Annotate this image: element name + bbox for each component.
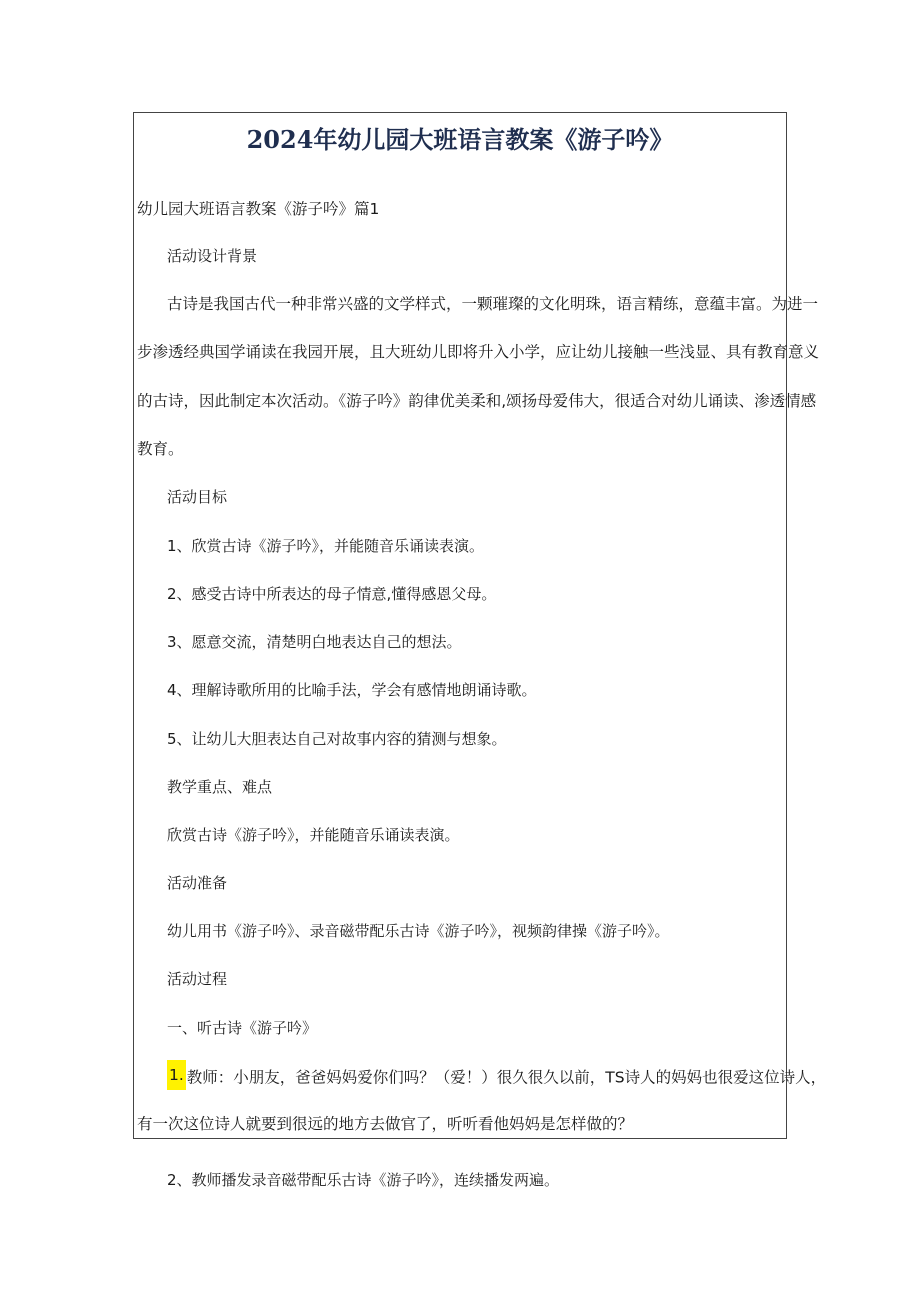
key-points-text: 欣赏古诗《游子吟》，并能随音乐诵读表演。 bbox=[167, 826, 460, 844]
key-points-heading: 教学重点、难点 bbox=[167, 778, 273, 796]
process-step-1-heading: 一、听古诗《游子吟》 bbox=[167, 1019, 318, 1037]
process-item-2: 2、教师播发录音磁带配乐古诗《游子吟》，连续播发两遍。 bbox=[167, 1171, 560, 1189]
highlight-marker: 1. bbox=[167, 1060, 186, 1090]
goal-item-4: 4、理解诗歌所用的比喻手法，学会有感情地朗诵诗歌。 bbox=[167, 681, 537, 699]
document-frame bbox=[133, 112, 820, 1139]
background-line-2: 步渗透经典国学诵读在我园开展，且大班幼儿即将升入小学，应让幼儿接触一些浅显、具有教育意义 bbox=[137, 343, 820, 361]
background-line-4: 教育。 bbox=[137, 440, 184, 458]
preparation-text: 幼儿用书《游子吟》、录音磁带配乐古诗《游子吟》，视频韵律操《游子吟》。 bbox=[167, 922, 670, 940]
document-title: 2024年幼儿园大班语言教案《游子吟》 bbox=[246, 125, 674, 154]
goal-item-3: 3、愿意交流，清楚明白地表达自己的想法。 bbox=[167, 633, 462, 651]
background-heading: 活动设计背景 bbox=[167, 247, 258, 265]
goal-item-5: 5、让幼儿大胆表达自己对故事内容的猜测与想象。 bbox=[167, 730, 507, 748]
process-item-1-text: 教师：小朋友，爸爸妈妈爱你们吗？（爱！）很久很久以前，TS诗人的妈妈也很爱这位诗人， bbox=[186, 1068, 827, 1087]
goals-heading: 活动目标 bbox=[167, 488, 228, 506]
process-item-1-line-2: 有一次这位诗人就要到很远的地方去做官了，听听看他妈妈是怎样做的？ bbox=[137, 1115, 634, 1133]
goal-item-2: 2、感受古诗中所表达的母子情意,懂得感恩父母。 bbox=[167, 585, 497, 603]
background-line-3: 的古诗，因此制定本次活动。《游子吟》韵律优美柔和,颂扬母爱伟大，很适合对幼儿诵读、渗透情感 bbox=[137, 392, 817, 410]
document-subtitle: 幼儿园大班语言教案《游子吟》篇1 bbox=[137, 200, 380, 218]
preparation-heading: 活动准备 bbox=[167, 874, 228, 892]
goal-item-1: 1、欣赏古诗《游子吟》，并能随音乐诵读表演。 bbox=[167, 537, 485, 555]
process-item-1-line-1 bbox=[167, 1066, 827, 1090]
process-heading: 活动过程 bbox=[167, 970, 228, 988]
background-line-1: 古诗是我国古代一种非常兴盛的文学样式，一颗璀璨的文化明珠，语言精练，意蕴丰富。为进一 bbox=[167, 295, 819, 313]
